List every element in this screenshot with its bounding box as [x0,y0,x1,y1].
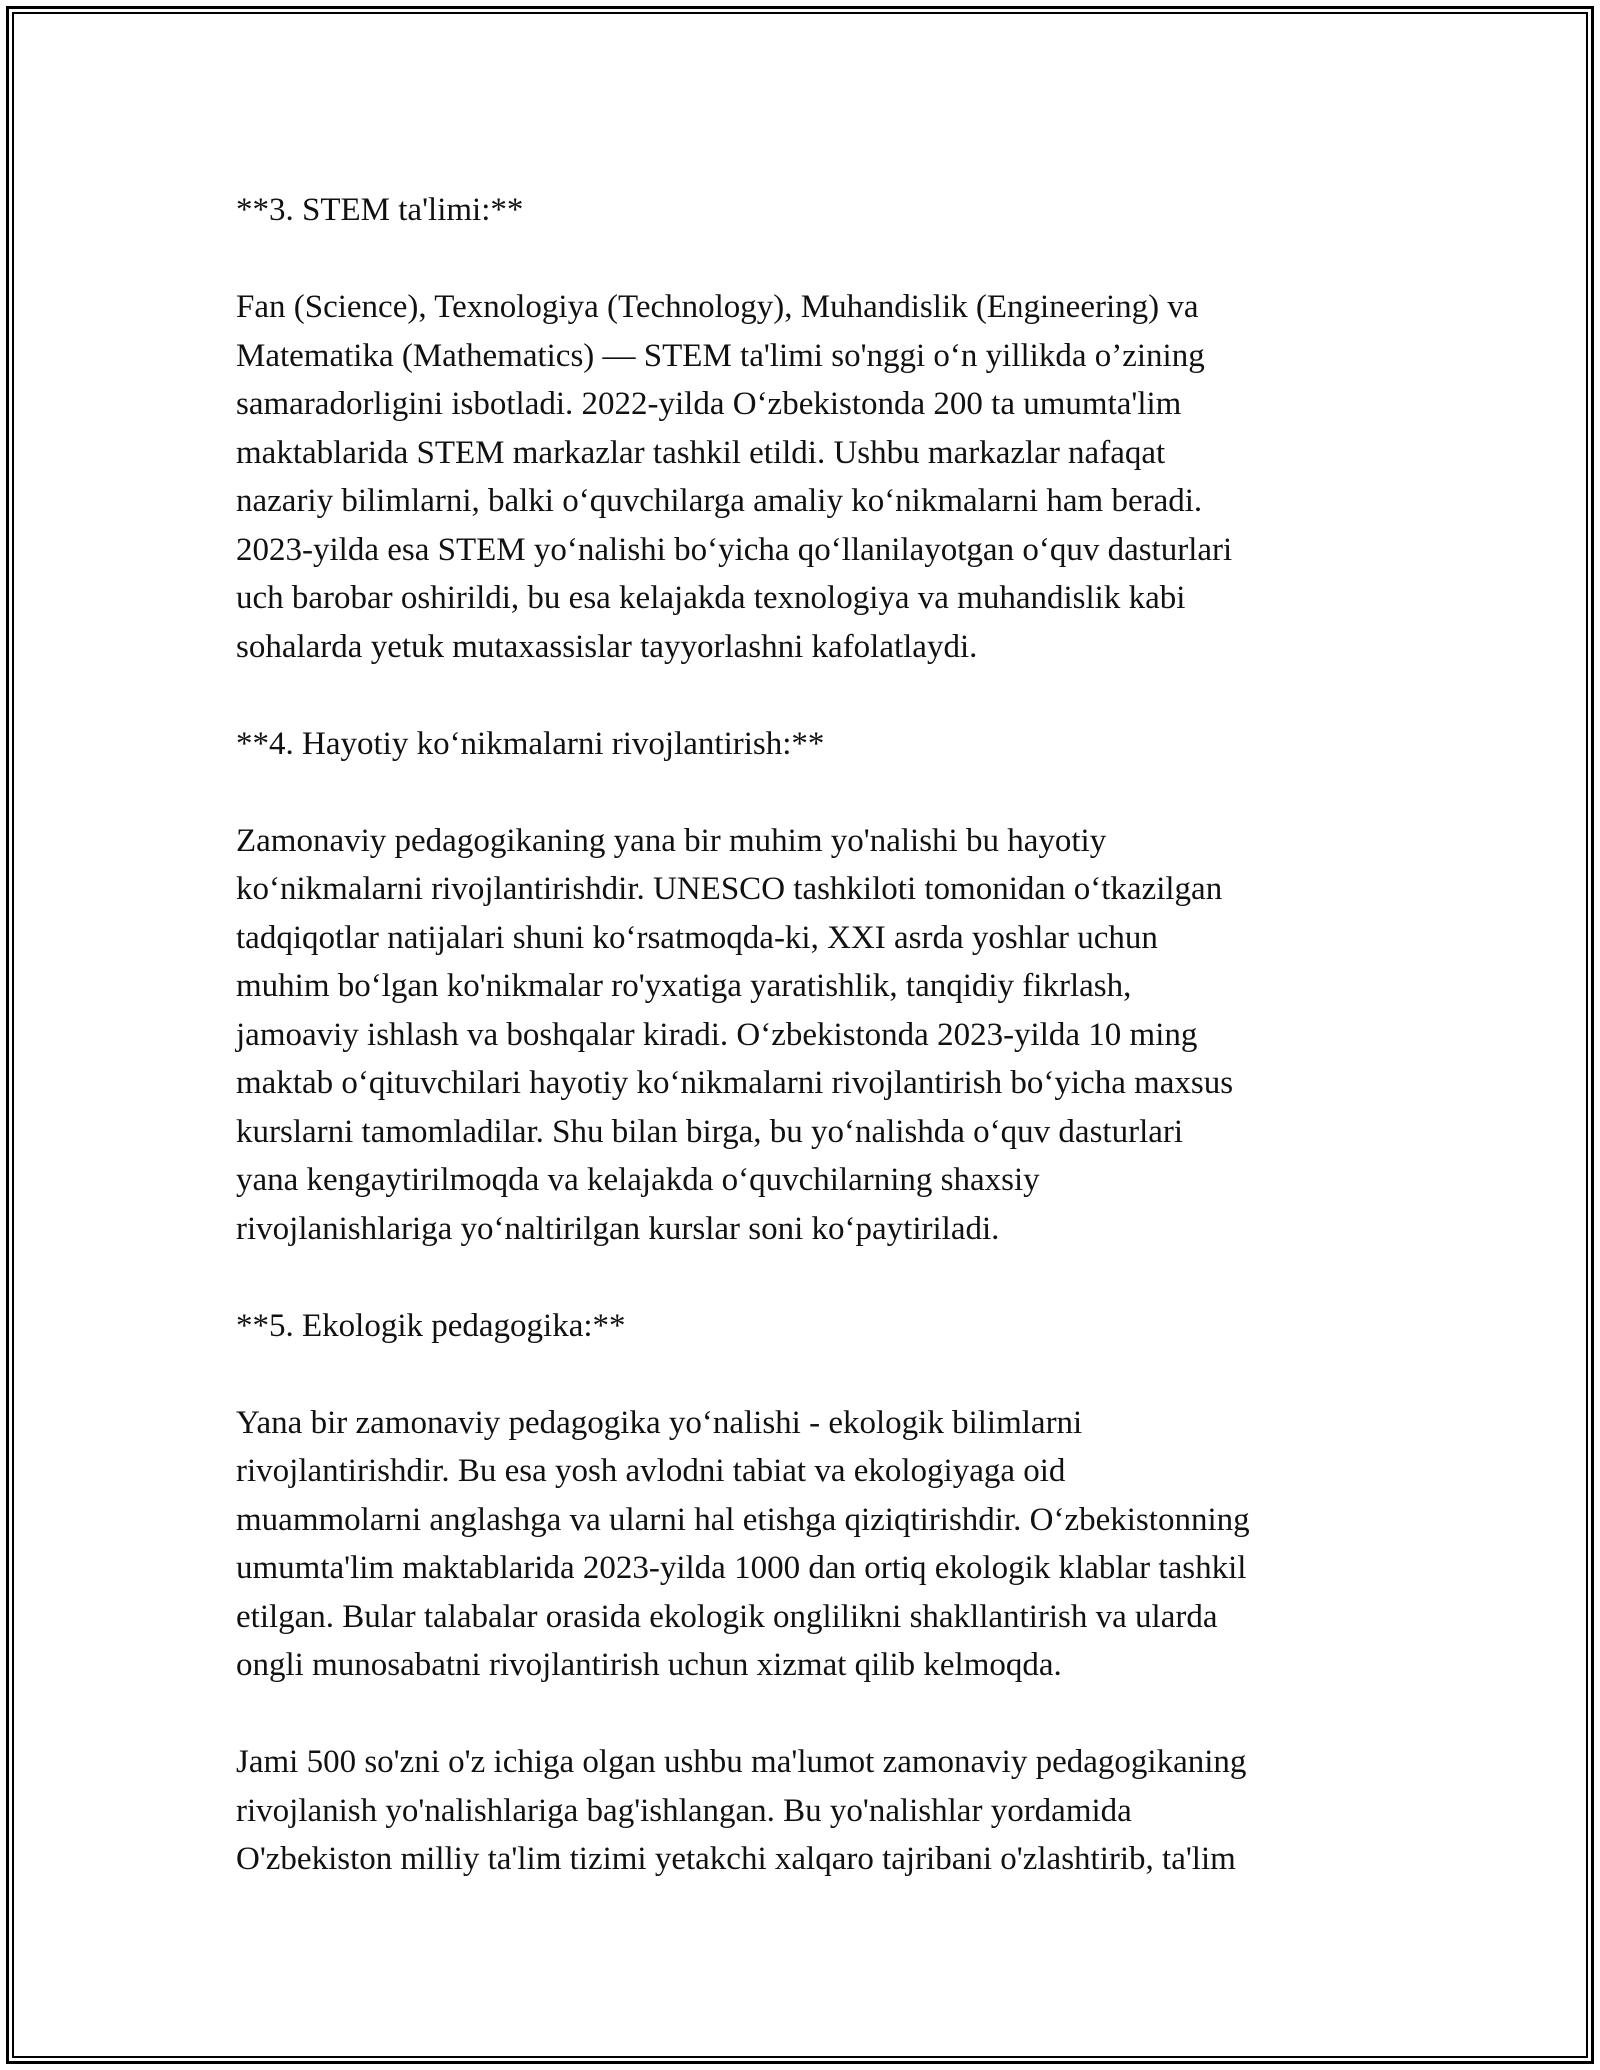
section-ecological [236,1302,1376,1690]
section-heading: **4. Hayotiy koʻnikmalarni rivojlantirish:** [236,725,825,762]
text-line: kurslarni tamomladilar. Shu bilan birga, bu yoʻnalishda oʻquv dasturlari [236,1113,1184,1150]
section-closing [236,1738,1376,1884]
text-line: sohalarda yetuk mutaxassislar tayyorlashni kafolatlaydi. [236,628,978,665]
text-line: muhim boʻlgan ko'nikmalar ro'yxatiga yaratishlik, tanqidiy fikrlash, [236,968,1132,1004]
text-line: maktab oʻqituvchilari hayotiy koʻnikmalarni rivojlantirish boʻyicha maxsus [236,1065,1234,1101]
text-line: Jami 500 so'zni o'z ichiga olgan ushbu ma'lumot zamonaviy pedagogikaning [236,1744,1247,1780]
text-line: Zamonaviy pedagogikaning yana bir muhim yo'nalishi bu hayotiy [236,822,1107,859]
section-heading: **3. STEM ta'limi:** [236,192,524,228]
text-line: Fan (Science), Texnologiya (Technology), Muhandislik (Engineering) va [236,289,1199,325]
text-line: rivojlanishlariga yoʻnaltirilgan kurslar soni koʻpaytiriladi. [236,1210,1000,1247]
text-line: tadqiqotlar natijalari shuni koʻrsatmoqda-ki, XXI asrda yoshlar uchun [236,919,1158,956]
text-line: Yana bir zamonaviy pedagogika yoʻnalishi - ekologik bilimlarni [236,1404,1083,1441]
text-line: muammolarni anglashga va ularni hal etishga qiziqtirishdir. Oʻzbekistonning [236,1501,1250,1538]
text-line: samaradorligini isbotladi. 2022-yilda Oʻzbekistonda 200 ta umumta'lim [236,386,1182,422]
text-line: nazariy bilimlarni, balki oʻquvchilarga amaliy koʻnikmalarni ham beradi. [236,483,1203,519]
text-line: umumta'lim maktablarida 2023-yilda 1000 dan ortiq ekologik klablar tashkil [236,1550,1247,1586]
text-line: etilgan. Bular talabalar orasida ekologik onglilikni shakllantirish va ularda [236,1598,1218,1635]
text-line: maktablarida STEM markazlar tashkil etildi. Ushbu markazlar nafaqat [236,434,1166,471]
section-heading: **5. Ekologik pedagogika:** [236,1307,626,1344]
section-paragraph [236,1399,1376,1690]
text-line: uch barobar oshirildi, bu esa kelajakda texnologiya va muhandislik kabi [236,580,1186,616]
text-line: Matematika (Mathematics) — STEM ta'limi so'nggi oʻn yillikda o’zining [236,337,1205,374]
section-stem [236,186,1376,671]
closing-paragraph [236,1738,1376,1884]
text-line: O'zbekiston milliy ta'lim tizimi yetakchi xalqaro tajribani o'zlashtirib, ta'lim [236,1841,1236,1877]
text-line: 2023-yilda esa STEM yoʻnalishi boʻyicha qoʻllanilayotgan oʻquv dasturlari [236,531,1233,568]
text-line: yana kengaytirilmoqda va kelajakda oʻquvchilarning shaxsiy [236,1162,1040,1198]
text-line: koʻnikmalarni rivojlantirishdir. UNESCO tashkiloti tomonidan oʻtkazilgan [236,871,1223,907]
section-paragraph [236,283,1376,671]
document-body [236,186,1376,1932]
text-line: ongli munosabatni rivojlantirish uchun xizmat qilib kelmoqda. [236,1647,1062,1683]
text-line: rivojlantirishdir. Bu esa yosh avlodni tabiat va ekologiyaga oid [236,1453,1066,1489]
section-life-skills [236,720,1376,1254]
text-line: rivojlanish yo'nalishlariga bag'ishlangan. Bu yo'nalishlar yordamida [236,1792,1132,1829]
text-line: jamoaviy ishlash va boshqalar kiradi. Oʻzbekistonda 2023-yilda 10 ming [236,1016,1198,1053]
section-paragraph [236,817,1376,1254]
